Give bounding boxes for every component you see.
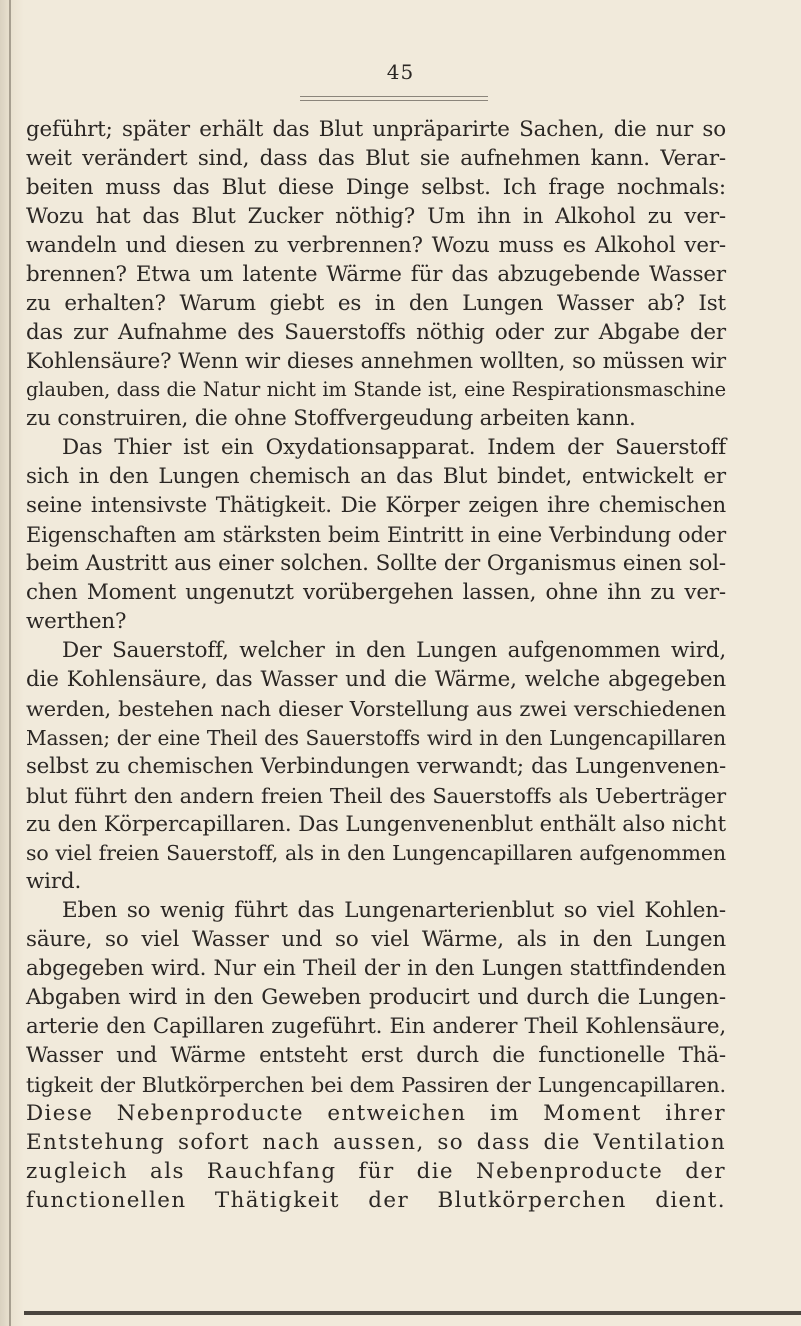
page-number: 45	[386, 60, 415, 84]
text-line: wandeln und diesen zu verbrennen? Wozu muss es Alkohol ver-	[26, 232, 726, 258]
text-line: Eben so wenig führt das Lungenarterienblut so viel Kohlen-	[62, 898, 726, 924]
text-line: Abgaben wird in den Geweben producirt und durch die Lungen-	[26, 985, 726, 1011]
page-spine-shadow	[9, 0, 11, 1326]
text-line: sich in den Lungen chemisch an das Blut bindet, entwickelt er	[26, 464, 726, 490]
text-line: Das Thier ist ein Oxydationsapparat. Indem der Sauerstoff	[62, 435, 726, 461]
text-line: seine intensivste Thätigkeit. Die Körper zeigen ihre chemischen	[26, 493, 726, 519]
text-line: zugleich als Rauchfang für die Nebenproducte der	[26, 1158, 726, 1184]
text-line: chen Moment ungenutzt vorübergehen lassen, ohne ihn zu ver-	[26, 580, 726, 605]
text-line: brennen? Etwa um latente Wärme für das abzugebende Wasser	[26, 261, 726, 287]
header-rule-bottom	[300, 100, 488, 101]
text-line: zu erhalten? Warum giebt es in den Lungen Wasser ab? Ist	[26, 290, 726, 316]
text-line: selbst zu chemischen Verbindungen verwandt; das Lungenvenen-	[26, 753, 726, 779]
text-line: zu construiren, die ohne Stoffvergeudung arbeiten kann.	[26, 406, 636, 432]
text-line: beiten muss das Blut diese Dinge selbst. Ich frage nochmals:	[26, 174, 726, 200]
text-line: zu den Körpercapillaren. Das Lungenvenenblut enthält also nicht	[26, 811, 726, 837]
body-text	[26, 116, 726, 1216]
text-line: Wozu hat das Blut Zucker nöthig? Um ihn in Alkohol zu ver-	[26, 203, 726, 229]
text-line: so viel freien Sauerstoff, als in den Lungencapillaren aufgenommen	[26, 841, 726, 866]
text-line: wird.	[26, 869, 82, 895]
text-line: die Kohlensäure, das Wasser und die Wärme, welche abgegeben	[26, 666, 726, 692]
text-line: Wasser und Wärme entsteht erst durch die functionelle Thä-	[26, 1043, 726, 1068]
text-line: functionellen Thätigkeit der Blutkörperchen dient.	[26, 1187, 726, 1213]
text-line: Diese Nebenproducte entweichen im Moment ihrer	[26, 1100, 726, 1126]
text-line: tigkeit der Blutkörperchen bei dem Passiren der Lungencapillaren.	[26, 1072, 726, 1097]
text-line: abgegeben wird. Nur ein Theil der in den Lungen stattfindenden	[26, 956, 726, 982]
page-bottom-edge	[24, 1311, 801, 1315]
text-line: arterie den Capillaren zugeführt. Ein anderer Theil Kohlensäure,	[26, 1014, 726, 1040]
text-line: Eigenschaften am stärksten beim Eintritt in eine Verbindung oder	[26, 522, 726, 548]
text-line: werden, bestehen nach dieser Vorstellung aus zwei verschiedenen	[26, 696, 726, 721]
text-line: Massen; der eine Theil des Sauerstoffs wird in den Lungencapillaren	[26, 725, 726, 750]
header-rule-top	[300, 96, 488, 97]
text-line: Kohlensäure? Wenn wir dieses annehmen wollten, so müssen wir	[26, 348, 726, 374]
text-line: säure, so viel Wasser und so viel Wärme, als in den Lungen	[26, 927, 726, 953]
text-line: werthen?	[26, 608, 127, 634]
text-line: glauben, dass die Natur nicht im Stande ist, eine Respirationsmaschine	[26, 378, 726, 402]
text-line: das zur Aufnahme des Sauerstoffs nöthig oder zur Abgabe der	[26, 319, 726, 345]
text-line: weit verändert sind, dass das Blut sie aufnehmen kann. Verar-	[26, 145, 726, 171]
text-line: blut führt den andern freien Theil des Sauerstoffs als Ueberträger	[26, 783, 726, 808]
text-line: Entstehung sofort nach aussen, so dass die Ventilation	[26, 1129, 726, 1155]
text-line: geführt; später erhält das Blut unpräparirte Sachen, die nur so	[26, 117, 726, 142]
text-line: beim Austritt aus einer solchen. Sollte der Organismus einen sol-	[26, 551, 726, 577]
text-line: Der Sauerstoff, welcher in den Lungen aufgenommen wird,	[62, 637, 726, 663]
